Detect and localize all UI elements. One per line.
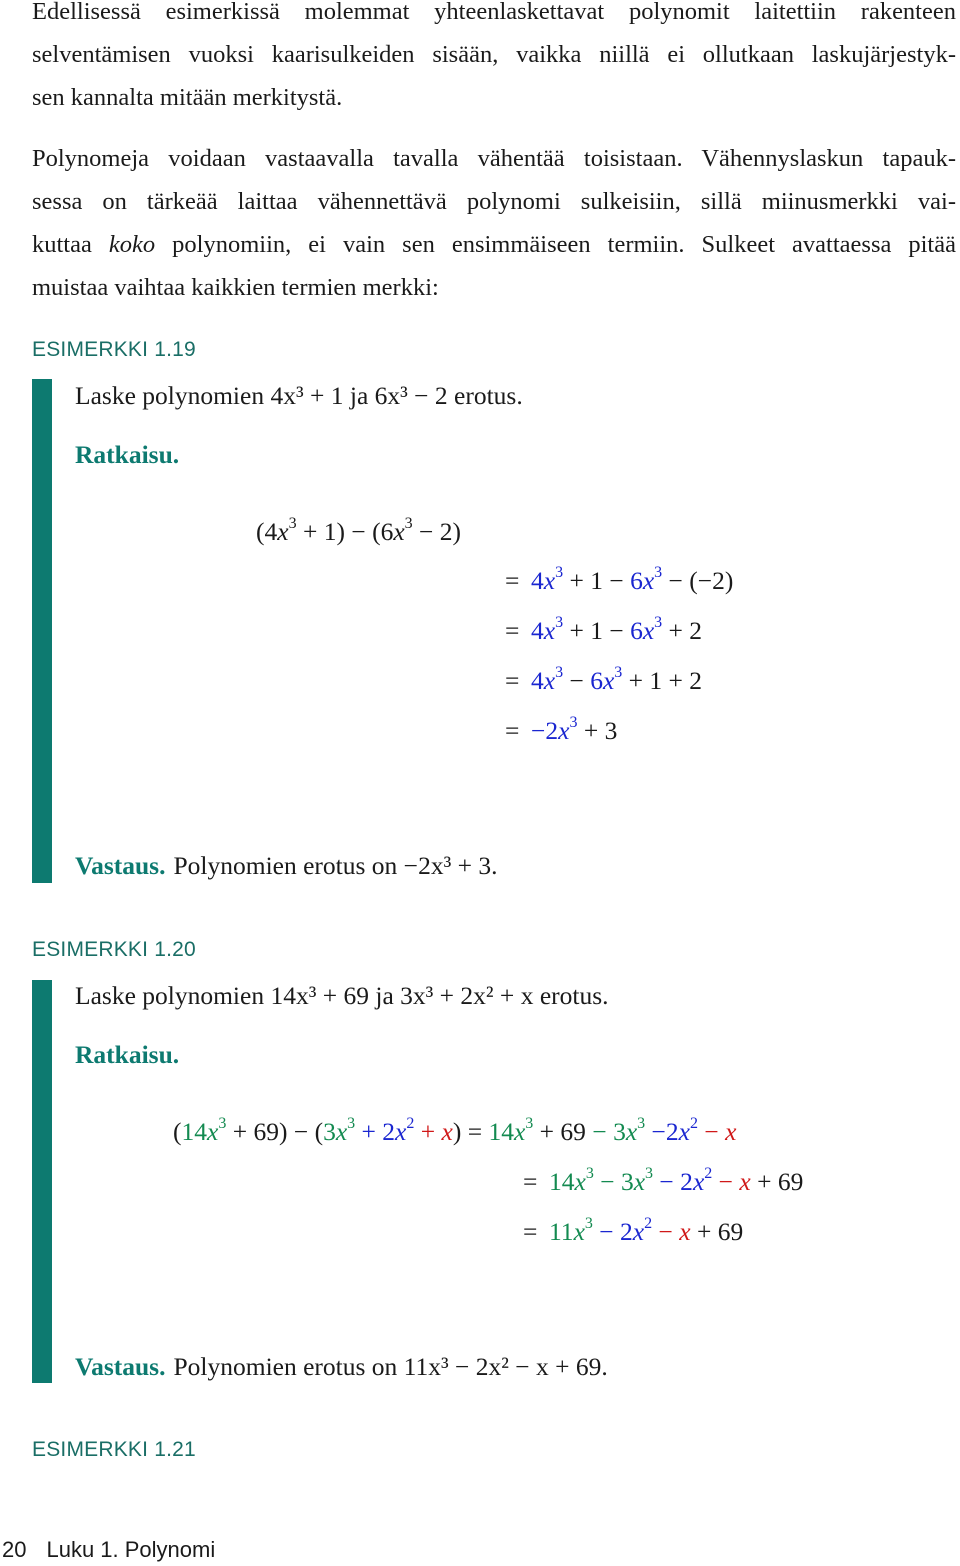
paragraph-line: sessa on tärkeää laittaa vähennettävä polynomi sulkeisiin, sillä miinusmerkki vai-	[32, 188, 956, 215]
equation-line: = $11x^3 - 2x^2 - x + 69$	[523, 1215, 744, 1246]
page-footer	[2, 1537, 215, 1563]
equation-line: = $14x^3 - 3x^3 - 2x^2 - x + 69$	[523, 1165, 804, 1196]
example-label: ESIMERKKI 1.19	[32, 338, 196, 361]
paragraph-line: muistaa vaihtaa kaikkien termien merkki:	[32, 274, 439, 301]
answer	[75, 851, 497, 881]
intro-paragraph	[32, 0, 956, 119]
example-accent-bar	[32, 980, 52, 1383]
example-accent-bar	[32, 379, 52, 883]
equation-line: = $-2x^3 + 3$	[505, 714, 618, 745]
line-text: polynomiin, ei vain sen ensimmäiseen termiin. Sulkeet avattaessa pitää	[155, 231, 956, 258]
equation-line: $(14x^3 + 69) - (3x^3 + 2x^2 + x) = 14x^3 + 69 - 3x^3 -2x^2 - x$	[173, 1115, 737, 1146]
equation-line: = $4x^3 + 1 - 6x^3 - (-2)$	[505, 564, 734, 595]
equation-line: $(4x^3 + 1) - (6x^3 - 2)$	[256, 515, 462, 546]
page-number: 20	[2, 1537, 27, 1562]
paragraph-line: sen kannalta mitään merkitystä.	[32, 84, 343, 111]
paragraph-line: Polynomeja voidaan vastaavalla tavalla vähentää toisistaan. Vähennyslaskun tapauk-	[32, 145, 956, 172]
solution-label: Ratkaisu.	[75, 1040, 180, 1069]
task-text: Laske polynomien 4x³ + 1 ja 6x³ − 2 erotus.	[75, 381, 523, 410]
solution-label: Ratkaisu.	[75, 440, 180, 469]
paragraph-line	[32, 223, 956, 266]
emphasis-text: koko	[108, 231, 156, 258]
answer-label: Vastaus.	[75, 851, 166, 880]
chapter-title: Luku 1. Polynomi	[46, 1537, 216, 1562]
paragraph-line: Edellisessä esimerkissä molemmat yhteenlaskettavat polynomit laitettiin rakenteen	[32, 0, 956, 25]
answer-text: Polynomien erotus on 11x³ − 2x² − x + 69.	[173, 1352, 608, 1381]
subtraction-paragraph	[32, 137, 956, 309]
answer	[75, 1352, 608, 1382]
task-text: Laske polynomien 14x³ + 69 ja 3x³ + 2x² + x erotus.	[75, 981, 609, 1010]
paragraph-line: selventämisen vuoksi kaarisulkeiden sisään, vaikka niillä ei ollutkaan laskujärjestyk-	[32, 41, 956, 68]
example-task	[75, 381, 523, 411]
answer-label: Vastaus.	[75, 1352, 166, 1381]
example-label: ESIMERKKI 1.20	[32, 938, 196, 961]
equation-line: = $4x^3 + 1 - 6x^3 + 2$	[505, 614, 703, 645]
example-task	[75, 981, 609, 1011]
example-label: ESIMERKKI 1.21	[32, 1438, 196, 1461]
equation-line: = $4x^3 - 6x^3 + 1 + 2$	[505, 664, 703, 695]
line-text: kuttaa	[32, 231, 109, 258]
answer-text: Polynomien erotus on −2x³ + 3.	[173, 851, 498, 880]
